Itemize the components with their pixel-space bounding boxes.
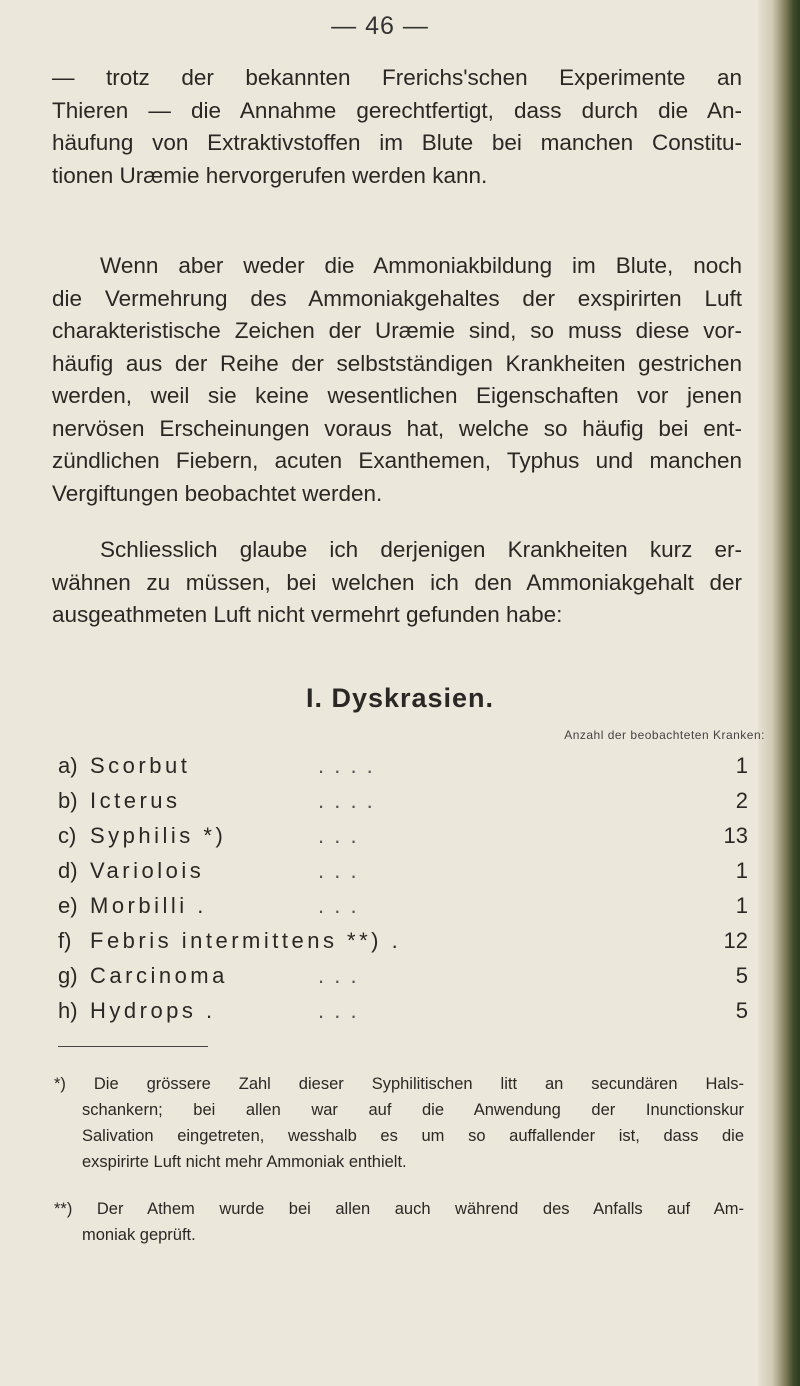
row-key: g)	[58, 963, 78, 988]
patient-count: 1	[735, 893, 748, 918]
row-key: f)	[58, 928, 72, 953]
footnote-divider	[58, 1046, 208, 1047]
disease-table	[58, 748, 748, 1028]
text-line: zündlichen Fiebern, acuten Exanthemen, Typhus und manchen	[52, 448, 742, 473]
section-title: I. Dyskrasien.	[305, 683, 495, 713]
paragraph-2	[52, 250, 742, 510]
page-number: — 46 —	[331, 12, 429, 40]
text-line: Wenn aber weder die Ammoniakbildung im Blute, noch	[100, 253, 742, 278]
patient-count: 1	[735, 753, 748, 778]
footnote-line: schankern; bei allen war auf die Anwendung der Inunctionskur	[82, 1101, 744, 1119]
patient-count: 1	[735, 858, 748, 883]
leader-dots: . . .	[318, 893, 359, 918]
row-key: c)	[58, 823, 77, 848]
text-line: tionen Uræmie hervorgerufen werden kann.	[52, 162, 488, 188]
row-key: e)	[58, 893, 78, 918]
leader-dots: . . .	[318, 858, 359, 883]
disease-name: Scorbut	[90, 753, 191, 778]
leader-dots: . . .	[318, 823, 359, 848]
text-line: ausgeathmeten Luft nicht vermehrt gefunden habe:	[52, 602, 563, 627]
table-row	[58, 818, 748, 853]
patient-count: 5	[735, 998, 748, 1023]
leader-dots: . . .	[318, 998, 359, 1023]
text-line: — trotz der bekannten Frerichs'schen Experimente an	[52, 65, 742, 90]
column-header: Anzahl der beobachteten Kranken:	[564, 728, 765, 742]
table-row	[58, 958, 748, 993]
leader-dots: . . .	[318, 963, 359, 988]
footnote-line: **) Der Athem wurde bei allen auch während des Anfalls auf Am-	[54, 1200, 744, 1218]
text-line: Vergiftungen beobachtet werden.	[52, 480, 383, 506]
text-line: werden, weil sie keine wesentlichen Eigenschaften vor jenen	[52, 383, 742, 408]
patient-count: 12	[723, 928, 748, 953]
disease-name: Syphilis *)	[90, 823, 227, 848]
row-key: d)	[58, 858, 78, 883]
table-row	[58, 888, 748, 923]
footnote-line: moniak geprüft.	[82, 1226, 196, 1244]
disease-name: Variolois	[90, 858, 205, 883]
leader-dots: . . . .	[318, 753, 375, 778]
row-key: b)	[58, 788, 78, 813]
footnote-line: *) Die grössere Zahl dieser Syphilitischen litt an secundären Hals-	[54, 1075, 744, 1093]
patient-count: 2	[735, 788, 748, 813]
table-row	[58, 923, 748, 958]
text-line: charakteristische Zeichen der Uræmie sind, so muss diese vor-	[52, 318, 742, 343]
table-row	[58, 783, 748, 818]
disease-name: Hydrops .	[90, 998, 216, 1023]
disease-name: Icterus	[90, 788, 181, 813]
footnote-1	[54, 1071, 744, 1175]
text-line: Schliesslich glaube ich derjenigen Krankheiten kurz er-	[100, 537, 742, 562]
footnote-line: Salivation eingetreten, wesshalb es um so auffallender ist, dass die	[82, 1127, 744, 1145]
disease-name: Carcinoma	[90, 963, 228, 988]
text-line: häufig aus der Reihe der selbstständigen Krankheiten gestrichen	[52, 350, 742, 376]
row-key: a)	[58, 753, 78, 778]
table-row	[58, 993, 748, 1028]
leader-dots: . . . .	[318, 788, 375, 813]
paragraph-3	[52, 534, 742, 632]
footnote-line: exspirirte Luft nicht mehr Ammoniak enthielt.	[82, 1153, 407, 1171]
row-key: h)	[58, 998, 78, 1023]
disease-name: Morbilli .	[90, 893, 207, 918]
footnote-2	[54, 1196, 744, 1248]
patient-count: 5	[735, 963, 748, 988]
disease-name: Febris intermittens **) .	[90, 928, 402, 953]
table-row	[58, 748, 748, 783]
table-row	[58, 853, 748, 888]
patient-count: 13	[723, 823, 748, 848]
text-line: wähnen zu müssen, bei welchen ich den Ammoniakgehalt der	[52, 569, 742, 595]
text-line: nervösen Erscheinungen voraus hat, welche so häufig bei ent-	[52, 415, 742, 441]
text-line: Thieren — die Annahme gerechtfertigt, dass durch die An-	[52, 97, 742, 123]
text-line: häufung von Extraktivstoffen im Blute bei manchen Constitu-	[52, 130, 742, 155]
paragraph-1	[52, 62, 742, 192]
text-line: die Vermehrung des Ammoniakgehaltes der exspirirten Luft	[52, 285, 742, 311]
